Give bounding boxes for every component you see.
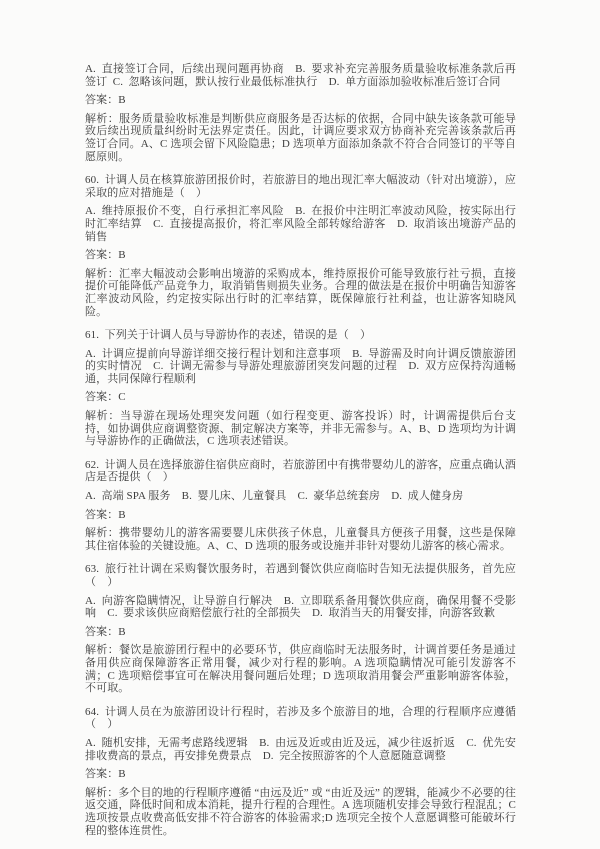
question-paragraph: 60. 计调人员在核算旅游团报价时，若旅游目的地出现汇率大幅波动（针对出境游），应采取的应对措施是（ ） — [85, 174, 516, 199]
analysis-paragraph: 解析：多个目的地的行程顺序遵循 “由远及近” 或 “由近及远” 的逻辑，能减少不必要的往返交通，降低时间和成本消耗，提升行程的合理性。A 选项随机安排会导致行程混乱；C 选项按景点收费高低安排不符合游客的体验需求;D 选项完全按个人意愿调整可能破坏行程的整体连贯性。 — [85, 786, 516, 837]
answer-paragraph: 答案：B — [85, 249, 126, 262]
question-paragraph: 64. 计调人员在为旅游团设计行程时，若涉及多个旅游目的地，合理的行程顺序应遵循（ ） — [85, 705, 516, 731]
analysis-paragraph: 解析：当导游在现场处理突发问题（如行程变更、游客投诉）时，计调需提供后台支持，如协调供应商调整资源、制定解决方案等，并非无需参与。A、B、D 选项均为计调与导游协作的正确做法，C 选项表述错误。 — [85, 410, 516, 448]
document-body — [85, 63, 516, 843]
answer-paragraph: 答案：B — [85, 94, 126, 107]
answer-paragraph: 答案：B — [85, 625, 126, 638]
options-paragraph: A. 随机安排，无需考虑路线逻辑 B. 由远及近或由近及远，减少往返折返 C. 优先安排收费高的景点，再安排免费景点 D. 完全按照游客的个人意愿随意调整 — [85, 736, 516, 762]
question-paragraph: 62. 计调人员在选择旅游住宿供应商时，若旅游团中有携带婴幼儿的游客，应重点确认酒店是否提供（ ） — [85, 458, 516, 484]
answer-paragraph: 答案：C — [85, 391, 126, 404]
question-paragraph: 63. 旅行社计调在采购餐饮服务时，若遇到餐饮供应商临时告知无法提供服务，首先应（ ） — [85, 563, 516, 588]
options-paragraph: A. 高端 SPA 服务 B. 婴儿床、儿童餐具 C. 豪华总统套房 D. 成人健身房 — [85, 490, 464, 503]
answer-paragraph: 答案：B — [85, 768, 126, 781]
answer-paragraph: 答案：B — [85, 508, 126, 521]
analysis-paragraph: 解析：携带婴幼儿的游客需要婴儿床供孩子休息，儿童餐具方便孩子用餐，这些是保障其住宿体验的关键设施。A、C、D 选项的服务或设施并非针对婴幼儿游客的核心需求。 — [85, 527, 516, 552]
analysis-paragraph: 解析：餐饮是旅游团行程中的必要环节，供应商临时无法服务时，计调首要任务是通过备用供应商保障游客正常用餐，减少对行程的影响。A 选项隐瞒情况可能引发游客不满；C 选项赔偿事宜可在解决用餐问题后处理；D 选项取消用餐会严重影响游客体验，不可取。 — [85, 644, 516, 695]
options-paragraph: A. 计调应提前向导游详细交接行程计划和注意事项 B. 导游需及时向计调反馈旅游团的实时情况 C. 计调无需参与导游处理旅游团突发问题的过程 D. 双方应保持沟通畅通，共同保障行程顺利 — [85, 347, 516, 385]
options-paragraph: A. 向游客隐瞒情况，让导游自行解决 B. 立即联系备用餐饮供应商，确保用餐不受影响 C. 要求该供应商赔偿旅行社的全部损失 D. 取消当天的用餐安排，向游客致歉 — [85, 594, 516, 620]
options-paragraph: A. 直接签订合同，后续出现问题再协商 B. 要求补充完善服务质量验收标准条款后再签订 C. 忽略该问题，默认按行业最低标准执行 D. 单方面添加验收标准后签订合同 — [85, 63, 516, 88]
question-paragraph: 61. 下列关于计调人员与导游协作的表述，错误的是（ ） — [85, 329, 372, 342]
analysis-paragraph: 解析：汇率大幅波动会影响出境游的采购成本，维持原报价可能导致旅行社亏损，直接提价可能降低产品竞争力，取消销售则损失业务。合理的做法是在报价中明确告知游客汇率波动风险，约定按实际出行时的汇率结算，既保障旅行社利益，也让游客知晓风险。 — [85, 267, 516, 318]
options-paragraph: A. 维持原报价不变，自行承担汇率风险 B. 在报价中注明汇率波动风险，按实际出行时汇率结算 C. 直接提高报价，将汇率风险全部转嫁给游客 D. 取消该出境游产品的销售 — [85, 205, 516, 243]
analysis-paragraph: 解析：服务质量验收标准是判断供应商服务是否达标的依据，合同中缺失该条款可能导致后续出现质量纠纷时无法界定责任。因此，计调应要求双方协商补充完善该条款后再签订合同。A、C 选项会留下风险隐患；D 选项单方面添加条款不符合合同签订的平等自愿原则。 — [85, 112, 516, 163]
